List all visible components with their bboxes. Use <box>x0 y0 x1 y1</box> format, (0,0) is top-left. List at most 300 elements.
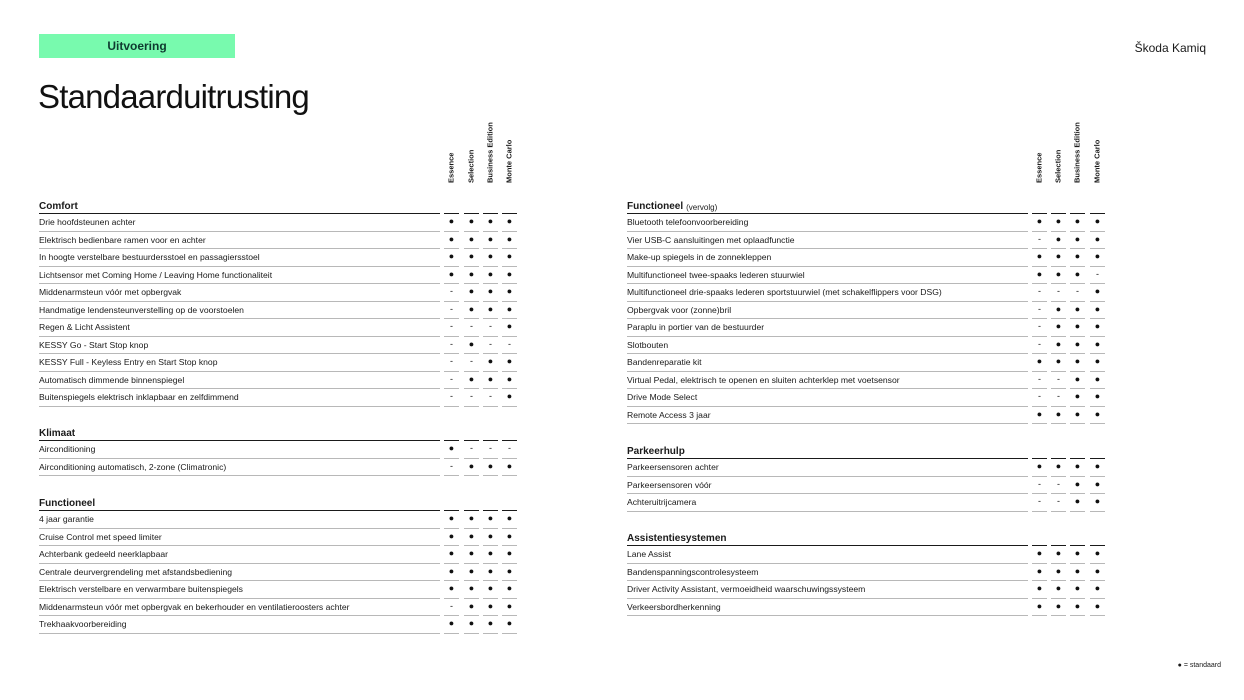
divider <box>1090 266 1105 267</box>
divider <box>39 301 440 302</box>
table-row <box>627 599 1101 617</box>
standard-dot-icon: ● <box>487 583 494 593</box>
not-available-mark: - <box>1057 478 1060 489</box>
standard-dot-icon: ● <box>506 268 513 279</box>
divider <box>483 248 498 249</box>
divider <box>444 528 459 529</box>
standard-dot-icon: ● <box>1094 338 1101 349</box>
standard-dot-icon: ● <box>1094 356 1101 366</box>
divider <box>444 440 459 442</box>
divider <box>444 388 459 389</box>
divider <box>464 475 479 476</box>
divider <box>1090 336 1105 337</box>
divider <box>464 283 479 284</box>
standard-dot-icon: ● <box>1055 408 1062 419</box>
standard-dot-icon: ● <box>487 460 494 471</box>
divider <box>444 371 459 372</box>
standard-dot-icon: ● <box>1074 216 1081 226</box>
standard-dot-icon: ● <box>487 251 494 261</box>
divider <box>1032 353 1047 354</box>
divider <box>483 283 498 284</box>
standard-dot-icon: ● <box>1036 583 1043 593</box>
divider <box>1090 301 1105 302</box>
divider <box>1051 231 1066 232</box>
divider <box>444 406 459 407</box>
feature-label: Parkeersensoren achter <box>627 462 719 472</box>
divider <box>1090 545 1105 547</box>
standard-dot-icon: ● <box>506 216 513 226</box>
table-row <box>39 564 513 582</box>
divider <box>1070 353 1085 354</box>
divider <box>1070 476 1085 477</box>
standard-dot-icon: ● <box>468 268 475 279</box>
divider <box>502 371 517 372</box>
divider <box>1032 493 1047 494</box>
section-parkeerhulp <box>627 443 1101 512</box>
standard-dot-icon: ● <box>506 373 513 384</box>
divider <box>1090 580 1105 581</box>
column-header-label: Business Edition <box>1072 122 1082 183</box>
divider <box>1032 266 1047 267</box>
column-header <box>461 130 481 192</box>
divider <box>502 528 517 529</box>
table-row <box>627 389 1101 407</box>
divider <box>444 266 459 267</box>
divider <box>1070 318 1085 319</box>
divider <box>464 580 479 581</box>
divider <box>1070 248 1085 249</box>
feature-label: Bandenspanningscontrolesysteem <box>627 566 759 577</box>
divider <box>464 336 479 337</box>
divider <box>1070 580 1085 581</box>
divider <box>39 231 440 232</box>
table-row <box>627 319 1101 337</box>
table-row <box>39 372 513 390</box>
standard-dot-icon: ● <box>1074 251 1081 261</box>
table-row <box>627 302 1101 320</box>
table-row <box>627 581 1101 599</box>
divider <box>1051 458 1066 460</box>
divider <box>1032 371 1047 372</box>
divider <box>39 563 440 564</box>
feature-label: Middenarmsteun vóór met opbergvak en bekerhouder en ventilatieroosters achter <box>39 601 350 612</box>
divider <box>1070 301 1085 302</box>
section-header <box>627 530 727 546</box>
table-row <box>627 459 1101 477</box>
divider <box>483 371 498 372</box>
standard-dot-icon: ● <box>1074 408 1081 419</box>
divider <box>502 615 517 616</box>
feature-label: Parkeersensoren vóór <box>627 479 712 490</box>
divider <box>1070 266 1085 267</box>
divider <box>444 248 459 249</box>
table-row <box>39 267 513 285</box>
section-title-text: Comfort <box>39 201 78 212</box>
divider <box>444 336 459 337</box>
divider <box>1032 336 1047 337</box>
divider <box>444 598 459 599</box>
standard-dot-icon: ● <box>1036 408 1043 419</box>
feature-label: Slotbouten <box>627 339 669 350</box>
feature-label: Remote Access 3 jaar <box>627 409 711 420</box>
not-available-mark: - <box>450 460 453 471</box>
section-header <box>39 425 75 441</box>
column-header <box>1048 130 1068 192</box>
divider <box>1051 545 1066 547</box>
not-available-mark: - <box>508 338 511 349</box>
divider <box>1051 371 1066 372</box>
divider <box>39 528 440 529</box>
divider <box>502 318 517 319</box>
table-row <box>39 511 513 529</box>
feature-label: Virtual Pedal, elektrisch te openen en sluiten achterklep met voetsensor <box>627 374 900 385</box>
standard-dot-icon: ● <box>468 565 475 576</box>
divider <box>1070 388 1085 389</box>
feature-label: Airconditioning automatisch, 2-zone (Climatronic) <box>39 461 227 472</box>
divider <box>444 580 459 581</box>
standard-dot-icon: ● <box>448 565 455 576</box>
standard-dot-icon: ● <box>1094 565 1101 576</box>
standard-dot-icon: ● <box>448 583 455 593</box>
column-header <box>1087 130 1107 192</box>
divider <box>502 388 517 389</box>
column-header-label: Selection <box>1053 149 1063 183</box>
standard-dot-icon: ● <box>1094 548 1101 558</box>
standard-dot-icon: ● <box>1055 268 1062 279</box>
not-available-mark: - <box>1038 321 1041 331</box>
standard-dot-icon: ● <box>468 373 475 384</box>
divider <box>483 318 498 319</box>
standard-dot-icon: ● <box>1055 600 1062 611</box>
column-header-label: Selection <box>466 149 476 183</box>
not-available-mark: - <box>1057 496 1060 506</box>
table-row <box>627 337 1101 355</box>
feature-label: Driver Activity Assistant, vermoeidheid waarschuwingssysteem <box>627 584 866 594</box>
standard-dot-icon: ● <box>487 216 494 226</box>
section-header <box>39 198 78 214</box>
table-row <box>627 477 1101 495</box>
feature-label: Multifunctioneel drie-spaaks lederen sportstuurwiel (met schakelflippers voor DSG) <box>627 287 942 297</box>
divider <box>444 458 459 459</box>
column-header <box>480 122 500 192</box>
column-header-label: Essence <box>1034 152 1044 183</box>
divider <box>1090 476 1105 477</box>
not-available-mark: - <box>450 321 453 331</box>
standard-dot-icon: ● <box>468 338 475 349</box>
divider <box>1070 458 1085 460</box>
divider <box>1070 283 1085 284</box>
feature-label: Automatisch dimmende binnenspiegel <box>39 374 185 385</box>
divider <box>1051 353 1066 354</box>
divider <box>1032 615 1047 616</box>
divider <box>39 353 440 354</box>
not-available-mark: - <box>489 391 492 401</box>
standard-dot-icon: ● <box>1094 478 1101 489</box>
standard-dot-icon: ● <box>448 548 455 558</box>
table-row <box>39 546 513 564</box>
not-available-mark: - <box>450 286 453 296</box>
divider <box>483 545 498 546</box>
divider <box>464 510 479 512</box>
divider <box>464 598 479 599</box>
not-available-mark: - <box>470 321 473 331</box>
standard-dot-icon: ● <box>487 303 494 314</box>
not-available-mark: - <box>1038 373 1041 384</box>
standard-dot-icon: ● <box>1074 233 1081 244</box>
divider <box>502 510 517 512</box>
not-available-mark: - <box>1096 268 1099 279</box>
divider <box>1070 231 1085 232</box>
table-row <box>39 302 513 320</box>
standard-dot-icon: ● <box>487 286 494 296</box>
divider <box>1051 406 1066 407</box>
standard-dot-icon: ● <box>1094 303 1101 314</box>
feature-label: Handmatige lendensteunverstelling op de voorstoelen <box>39 304 244 315</box>
standard-dot-icon: ● <box>487 268 494 279</box>
column-header <box>1067 122 1087 192</box>
feature-label: Bandenreparatie kit <box>627 357 702 367</box>
standard-dot-icon: ● <box>1055 216 1062 226</box>
feature-label: In hoogte verstelbare bestuurdersstoel en passagiersstoel <box>39 252 260 262</box>
divider <box>502 545 517 546</box>
divider <box>502 213 517 215</box>
not-available-mark: - <box>450 338 453 349</box>
divider <box>1090 353 1105 354</box>
standard-dot-icon: ● <box>468 530 475 541</box>
standard-dot-icon: ● <box>1094 373 1101 384</box>
table-row <box>39 459 513 477</box>
standard-dot-icon: ● <box>487 618 494 628</box>
standard-dot-icon: ● <box>468 216 475 226</box>
standard-dot-icon: ● <box>506 391 513 401</box>
table-row <box>627 372 1101 390</box>
standard-dot-icon: ● <box>1036 251 1043 261</box>
standard-dot-icon: ● <box>1074 373 1081 384</box>
column-header-label: Essence <box>446 152 456 183</box>
divider <box>1090 511 1105 512</box>
standard-dot-icon: ● <box>1074 303 1081 314</box>
divider <box>444 318 459 319</box>
standard-dot-icon: ● <box>448 233 455 244</box>
standard-dot-icon: ● <box>468 583 475 593</box>
divider <box>464 318 479 319</box>
standard-dot-icon: ● <box>1055 233 1062 244</box>
table-row <box>627 214 1101 232</box>
table-row <box>627 407 1101 425</box>
divider <box>39 406 440 407</box>
section-title-text: Assistentiesystemen <box>627 533 727 544</box>
standard-dot-icon: ● <box>1094 461 1101 471</box>
divider <box>627 493 1028 494</box>
divider <box>1090 231 1105 232</box>
divider <box>444 301 459 302</box>
divider <box>502 633 517 634</box>
table-row <box>627 564 1101 582</box>
divider <box>502 598 517 599</box>
standard-dot-icon: ● <box>506 460 513 471</box>
divider <box>39 266 440 267</box>
divider <box>483 213 498 215</box>
standard-dot-icon: ● <box>1074 478 1081 489</box>
not-available-mark: - <box>450 373 453 384</box>
divider <box>483 580 498 581</box>
standard-dot-icon: ● <box>468 460 475 471</box>
standard-dot-icon: ● <box>1074 321 1081 331</box>
divider <box>39 615 440 616</box>
standard-dot-icon: ● <box>468 233 475 244</box>
divider <box>627 615 1028 616</box>
standard-dot-icon: ● <box>506 513 513 523</box>
divider <box>464 301 479 302</box>
divider <box>464 353 479 354</box>
divider <box>1051 336 1066 337</box>
table-row <box>627 546 1101 564</box>
divider <box>464 458 479 459</box>
section-tag: Uitvoering <box>39 34 235 58</box>
table-row <box>627 284 1101 302</box>
section-functioneel <box>39 495 513 634</box>
divider <box>464 545 479 546</box>
standard-dot-icon: ● <box>1055 583 1062 593</box>
divider <box>1051 318 1066 319</box>
not-available-mark: - <box>1038 303 1041 314</box>
feature-label: Vier USB-C aansluitingen met oplaadfunctie <box>627 234 795 245</box>
divider <box>1090 493 1105 494</box>
divider <box>627 476 1028 477</box>
standard-dot-icon: ● <box>1074 600 1081 611</box>
divider <box>39 248 440 249</box>
divider <box>39 458 440 459</box>
divider <box>483 633 498 634</box>
standard-dot-icon: ● <box>1094 251 1101 261</box>
divider <box>1032 580 1047 581</box>
divider <box>502 231 517 232</box>
divider <box>1032 283 1047 284</box>
not-available-mark: - <box>450 356 453 366</box>
divider <box>444 563 459 564</box>
table-row <box>627 354 1101 372</box>
table-row <box>39 214 513 232</box>
divider <box>464 248 479 249</box>
section-functioneel <box>627 198 1101 424</box>
table-row <box>39 232 513 250</box>
divider <box>483 458 498 459</box>
standard-dot-icon: ● <box>1055 321 1062 331</box>
divider <box>502 475 517 476</box>
feature-label: Achteruitrijcamera <box>627 497 697 507</box>
standard-dot-icon: ● <box>448 443 455 453</box>
divider <box>502 301 517 302</box>
standard-dot-icon: ● <box>1036 600 1043 611</box>
table-row <box>39 616 513 634</box>
divider <box>39 318 440 319</box>
section-klimaat <box>39 425 513 476</box>
standard-dot-icon: ● <box>448 530 455 541</box>
divider <box>502 440 517 442</box>
divider <box>1032 545 1047 547</box>
divider <box>444 231 459 232</box>
standard-dot-icon: ● <box>1074 391 1081 401</box>
divider <box>1032 213 1047 215</box>
standard-dot-icon: ● <box>506 548 513 558</box>
standard-dot-icon: ● <box>487 513 494 523</box>
divider <box>1090 598 1105 599</box>
standard-dot-icon: ● <box>506 600 513 611</box>
divider <box>444 213 459 215</box>
feature-label: Middenarmsteun vóór met opbergvak <box>39 287 182 297</box>
standard-dot-icon: ● <box>487 530 494 541</box>
divider <box>1090 283 1105 284</box>
divider <box>1070 615 1085 616</box>
divider <box>502 580 517 581</box>
standard-dot-icon: ● <box>448 618 455 628</box>
not-available-mark: - <box>1038 391 1041 401</box>
divider <box>627 458 1028 460</box>
divider <box>39 545 440 546</box>
divider <box>444 475 459 476</box>
divider <box>483 563 498 564</box>
feature-label: Regen & Licht Assistent <box>39 322 130 332</box>
standard-dot-icon: ● <box>506 251 513 261</box>
feature-label: Airconditioning <box>39 444 96 454</box>
table-row <box>39 249 513 267</box>
feature-label: Trekhaakvoorbereiding <box>39 619 127 629</box>
divider <box>1032 476 1047 477</box>
divider <box>39 580 440 581</box>
divider <box>1051 283 1066 284</box>
divider <box>483 266 498 267</box>
feature-label: Multifunctioneel twee-spaaks lederen stuurwiel <box>627 269 805 280</box>
not-available-mark: - <box>489 338 492 349</box>
divider <box>444 633 459 634</box>
table-row <box>627 494 1101 512</box>
not-available-mark: - <box>1038 286 1041 296</box>
divider <box>1090 388 1105 389</box>
feature-label: Cruise Control met speed limiter <box>39 531 162 542</box>
section-title-suffix: (vervolg) <box>686 203 718 212</box>
standard-dot-icon: ● <box>1055 565 1062 576</box>
divider <box>39 388 440 389</box>
table-row <box>39 529 513 547</box>
standard-dot-icon: ● <box>448 251 455 261</box>
feature-label: Bluetooth telefoonvoorbereiding <box>627 217 749 227</box>
standard-dot-icon: ● <box>1094 391 1101 401</box>
divider <box>1070 423 1085 424</box>
divider <box>502 406 517 407</box>
feature-label: Centrale deurvergrendeling met afstandsbediening <box>39 566 233 577</box>
feature-label: KESSY Go - Start Stop knop <box>39 339 149 350</box>
standard-dot-icon: ● <box>487 373 494 384</box>
divider <box>1032 388 1047 389</box>
standard-dot-icon: ● <box>1036 216 1043 226</box>
column-header-label: Business Edition <box>485 122 495 183</box>
standard-dot-icon: ● <box>487 233 494 244</box>
divider <box>1070 598 1085 599</box>
standard-dot-icon: ● <box>1074 461 1081 471</box>
divider <box>1032 511 1047 512</box>
feature-label: Paraplu in portier van de bestuurder <box>627 322 765 332</box>
section-header <box>39 495 95 511</box>
divider <box>1032 563 1047 564</box>
table-row <box>39 581 513 599</box>
standard-dot-icon: ● <box>506 583 513 593</box>
divider <box>1051 266 1066 267</box>
feature-label: Buitenspiegels elektrisch inklapbaar en zelfdimmend <box>39 392 239 402</box>
table-row <box>39 284 513 302</box>
table-row <box>39 389 513 407</box>
divider <box>1051 213 1066 215</box>
not-available-mark: - <box>1038 496 1041 506</box>
